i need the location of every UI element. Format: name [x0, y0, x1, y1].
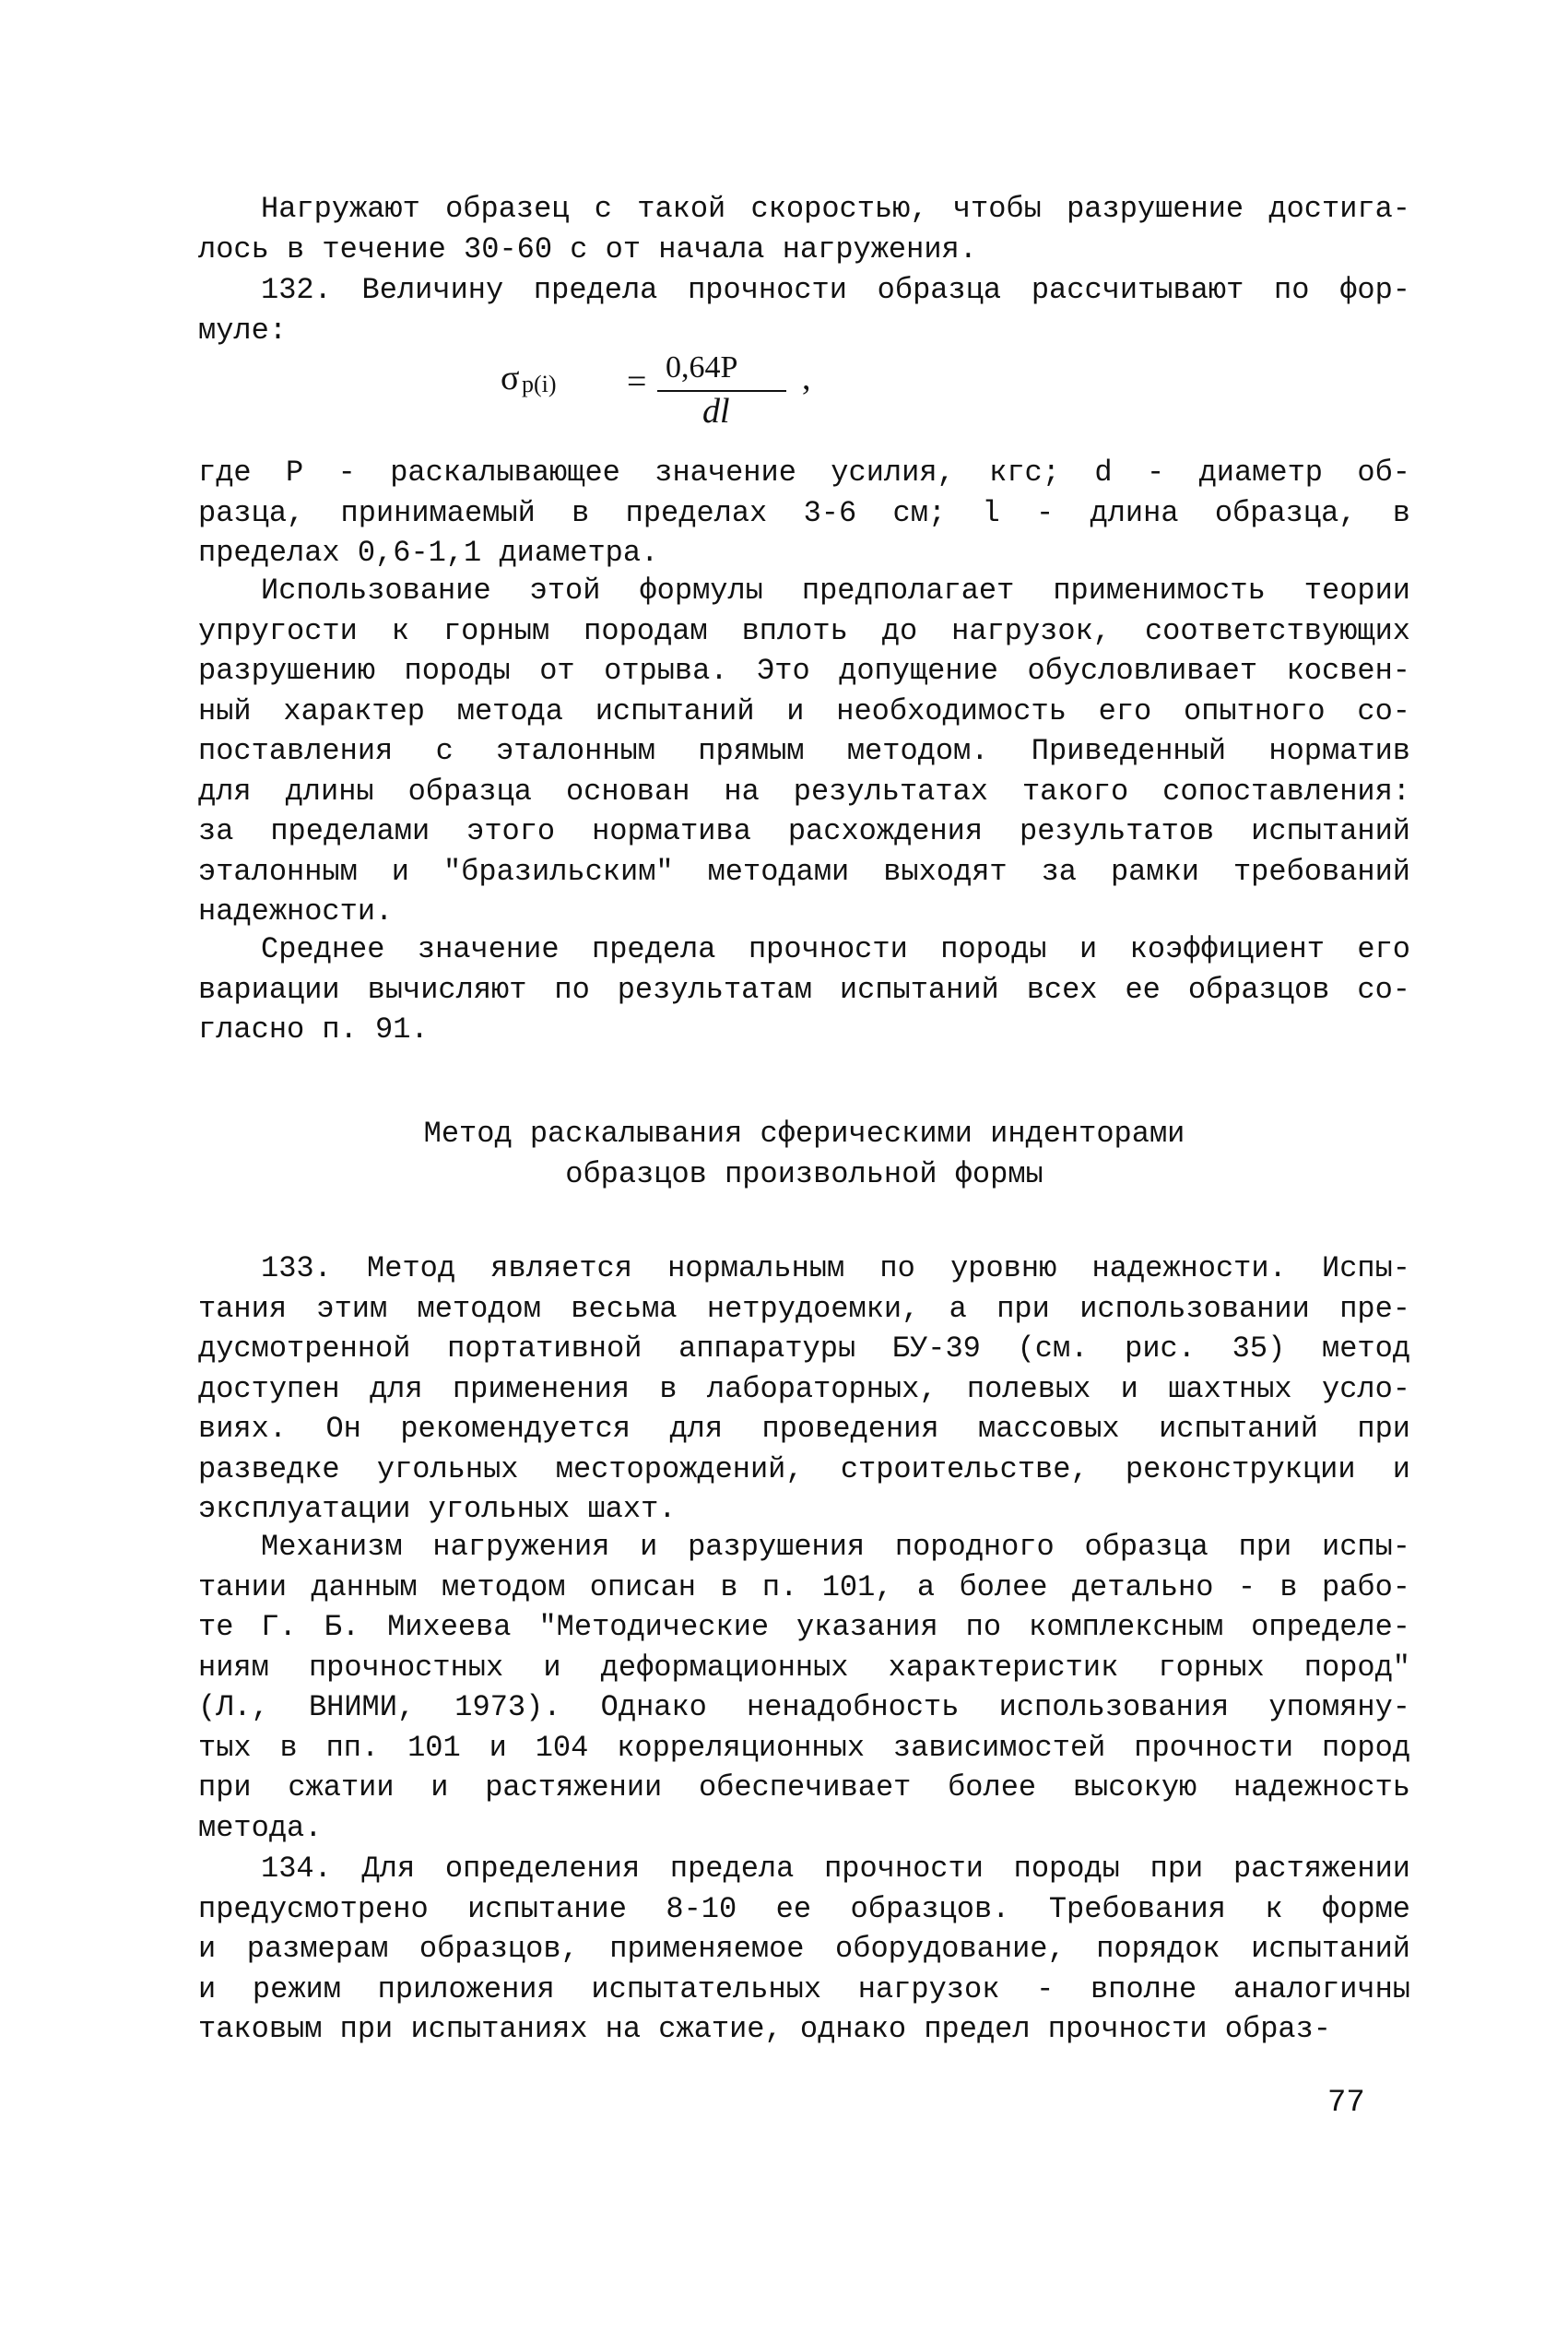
paragraph-line: Использование этой формулы предполагает применимость теории — [261, 574, 1410, 608]
paragraph-line: ный характер метода испытаний и необходимость его опытного со- — [198, 693, 1410, 728]
paragraph-line: тании данным методом описан в п. 101, а более детально - в рабо- — [198, 1569, 1410, 1604]
paragraph-line: за пределами этого норматива расхождения результатов испытаний — [198, 814, 1410, 848]
paragraph-line: Нагружают образец с такой скоростью, чтобы разрушение достига- — [261, 192, 1410, 226]
formula-subscript: p(i) — [522, 371, 557, 397]
page-number: 77 — [1327, 2086, 1365, 2121]
paragraph-line: (Л., ВНИМИ, 1973). Однако ненадобность использования упомяну- — [198, 1690, 1410, 1724]
formula-symbol: σ — [501, 359, 520, 397]
paragraph-line: надежности. — [198, 894, 394, 929]
section-heading-line: образцов произвольной формы — [565, 1156, 1043, 1191]
formula-comma: , — [802, 359, 811, 397]
paragraph-line: где P - раскалывающее значение усилия, кгс; d - диаметр об- — [198, 456, 1410, 490]
paragraph-line: пределах 0,6-1,1 диаметра. — [198, 536, 659, 570]
formula-numerator: 0,64P — [666, 350, 738, 385]
formula-denominator: dl — [702, 392, 730, 431]
paragraph-line: 133. Метод является нормальным по уровню надежности. Испы- — [261, 1251, 1410, 1285]
paragraph-line: вариации вычисляют по результатам испытаний всех ее образцов со- — [198, 972, 1410, 1007]
paragraph-line: метода. — [198, 1810, 323, 1845]
paragraph-line: 134. Для определения предела прочности породы при растяжении — [261, 1852, 1410, 1886]
paragraph-line: 132. Величину предела прочности образца рассчитывают по фор- — [261, 273, 1410, 307]
paragraph-line: упругости к горным породам вплоть до нагрузок, соответствующих — [198, 613, 1410, 648]
paragraph-line: и размерам образцов, применяемое оборудование, порядок испытаний — [198, 1932, 1410, 1966]
paragraph-line: предусмотрено испытание 8-10 ее образцов. Требования к форме — [198, 1891, 1410, 1926]
paragraph-line: разведке угольных месторождений, строительстве, реконструкции и — [198, 1451, 1410, 1486]
paragraph-line: муле: — [198, 313, 288, 348]
section-heading-line: Метод раскалывания сферическими инденторами — [423, 1117, 1185, 1151]
paragraph-line: лось в течение 30-60 с от начала нагружения. — [198, 231, 977, 266]
paragraph-line: эксплуатации угольных шахт. — [198, 1492, 677, 1526]
paragraph-line: дусмотренной портативной аппаратуры БУ-39 (см. рис. 35) метод — [198, 1331, 1410, 1366]
paragraph-line: таковым при испытаниях на сжатие, однако предел прочности образ- — [198, 2012, 1331, 2046]
paragraph-line: тания этим методом весьма нетрудоемки, а при использовании пре- — [198, 1291, 1410, 1326]
paragraph-line: Среднее значение предела прочности породы и коэффициент его — [261, 932, 1410, 966]
paragraph-line: разрушению породы от отрыва. Это допущение обусловливает косвен- — [198, 654, 1410, 688]
paragraph-line: доступен для применения в лабораторных, полевых и шахтных усло- — [198, 1371, 1410, 1406]
paragraph-line: для длины образца основан на результатах такого сопоставления: — [198, 774, 1410, 809]
paragraph-line: гласно п. 91. — [198, 1012, 429, 1047]
paragraph-line: эталонным и "бразильским" методами выходят за рамки требований — [198, 854, 1410, 889]
paragraph-line: при сжатии и растяжении обеспечивает более высокую надежность — [198, 1770, 1410, 1804]
paragraph-line: ниям прочностных и деформационных характеристик горных пород" — [198, 1650, 1410, 1685]
formula-equals: = — [627, 362, 647, 401]
paragraph-line: и режим приложения испытательных нагрузок - вполне аналогичны — [198, 1971, 1410, 2006]
paragraph-line: виях. Он рекомендуется для проведения массовых испытаний при — [198, 1412, 1410, 1446]
paragraph-line: разца, принимаемый в пределах 3-6 см; l - длина образца, в — [198, 495, 1410, 530]
paragraph-line: те Г. Б. Михеева "Методические указания по комплексным определе- — [198, 1610, 1410, 1644]
paragraph-line: поставления с эталонным прямым методом. Приведенный норматив — [198, 734, 1410, 768]
paragraph-line: Механизм нагружения и разрушения породного образца при испы- — [261, 1530, 1410, 1564]
paragraph-line: тых в пп. 101 и 104 корреляционных зависимостей прочности пород — [198, 1730, 1410, 1765]
